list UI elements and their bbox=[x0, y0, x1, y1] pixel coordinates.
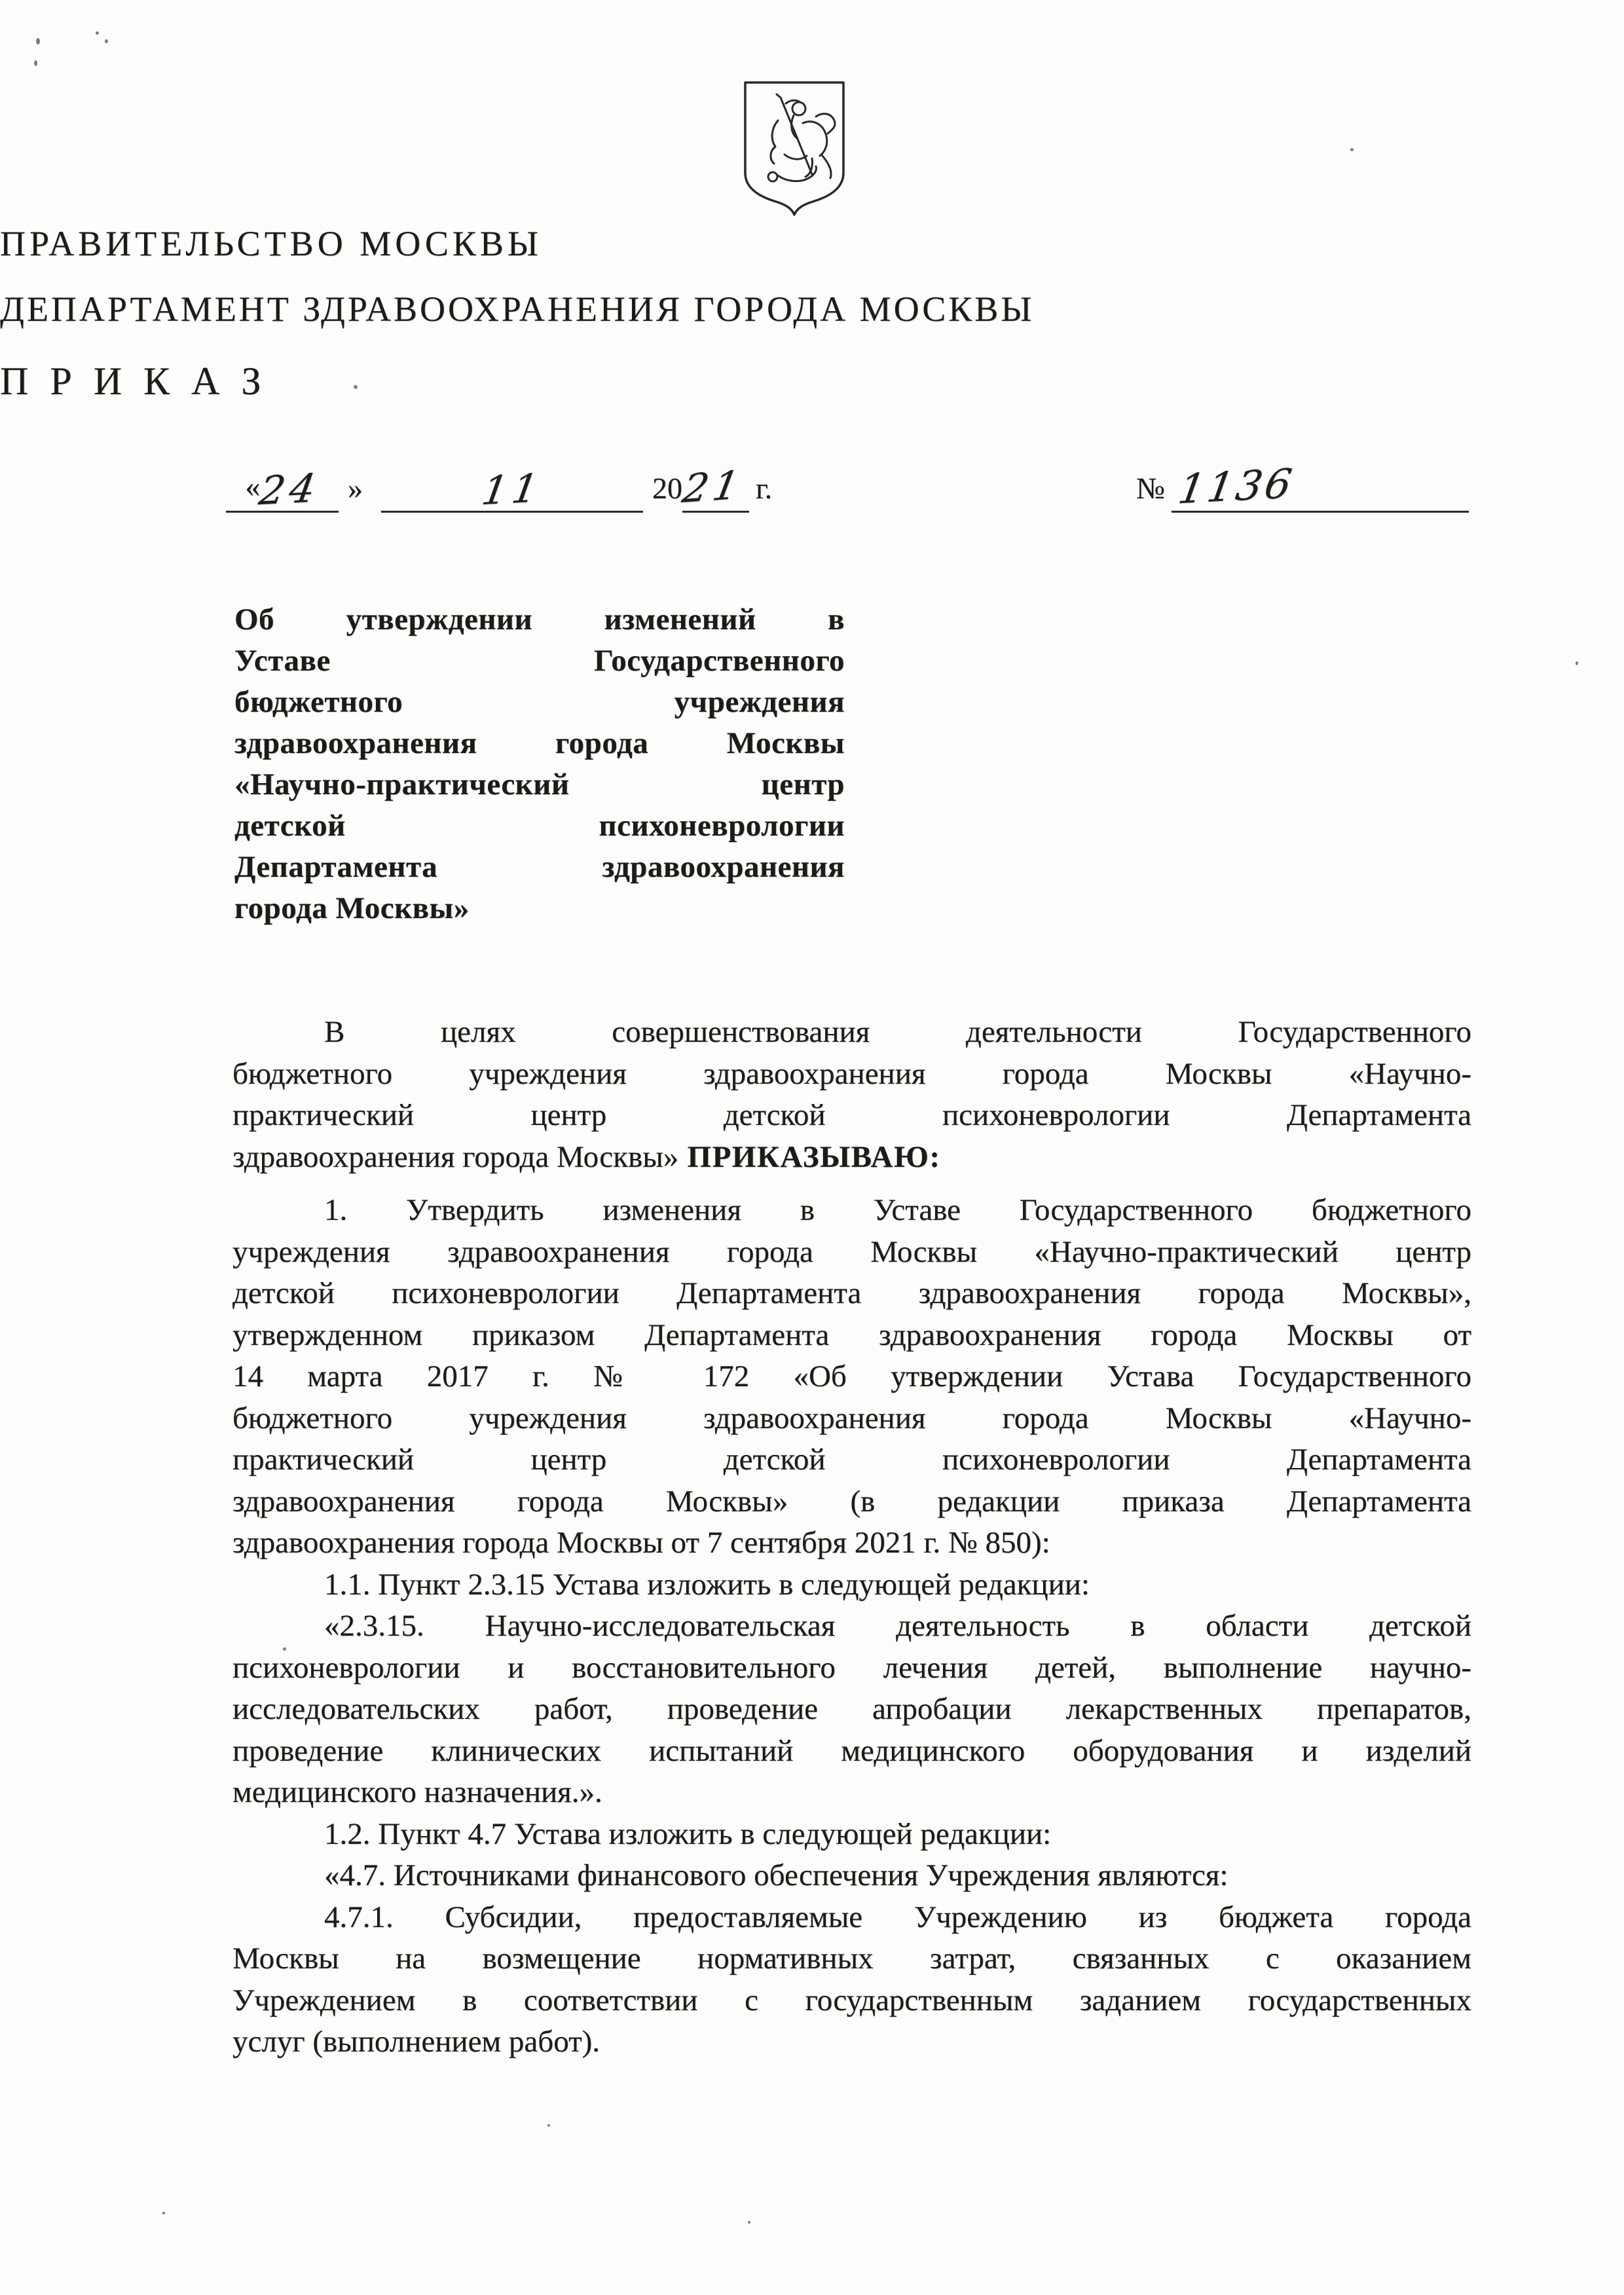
text-line: бюджетного учреждения здравоохранения города Москвы «Научно- bbox=[232, 1056, 1471, 1091]
date-field bbox=[226, 458, 772, 513]
order-number-handwritten: 1136 bbox=[1175, 459, 1298, 513]
subject-block bbox=[234, 599, 845, 929]
text-line: утвержденном приказом Департамента здравоохранения города Москвы от bbox=[232, 1317, 1471, 1352]
open-guillemet: « bbox=[245, 469, 261, 503]
paragraph bbox=[232, 1814, 1471, 1856]
order-number-field bbox=[1136, 458, 1469, 513]
scan-speck bbox=[1350, 148, 1354, 151]
resolution-keyword-bold: ПРИКАЗЫВАЮ: bbox=[678, 1139, 941, 1174]
scan-speck bbox=[547, 2124, 550, 2127]
text-line: исследовательских работ, проведение апробации лекарственных препаратов, bbox=[232, 1692, 1471, 1726]
text-line: В целях совершенствования деятельности Государственного bbox=[324, 1015, 1471, 1049]
text-line: 14 марта 2017 г. № 172 «Об утверждении Устава Государственного bbox=[232, 1359, 1471, 1393]
department-title: ДЕПАРТАМЕНТ ЗДРАВООХРАНЕНИЯ ГОРОДА МОСКВЫ bbox=[0, 289, 1035, 329]
paragraph bbox=[232, 1606, 1471, 1814]
paragraph bbox=[232, 1190, 1471, 1564]
scan-speck bbox=[1576, 661, 1578, 665]
text-line: 1. Утвердить изменения в Уставе Государственного бюджетного bbox=[324, 1193, 1471, 1227]
number-sign: № bbox=[1136, 471, 1165, 505]
scan-speck bbox=[105, 39, 108, 43]
text-line: Москвы на возмещение нормативных затрат, связанных с оказанием bbox=[232, 1941, 1471, 1975]
date-day-blank bbox=[226, 458, 339, 513]
text-line: Учреждением в соответствии с государственным заданием государственных bbox=[232, 1983, 1471, 2017]
subject-line: Об утверждении изменений в bbox=[234, 602, 845, 636]
paragraph bbox=[232, 1564, 1471, 1606]
scan-speck bbox=[162, 2212, 165, 2214]
text-line: «4.7. Источниками финансового обеспечения Учреждения являются: bbox=[324, 1858, 1228, 1892]
body-text bbox=[232, 1012, 1471, 2063]
paragraph bbox=[232, 1855, 1471, 1897]
text-line: здравоохранения города Москвы» ПРИКАЗЫВАЮ: bbox=[232, 1139, 941, 1174]
scan-speck bbox=[96, 31, 99, 35]
moscow-coat-of-arms-icon bbox=[739, 77, 850, 216]
date-year-blank bbox=[678, 458, 749, 513]
close-guillemet: » bbox=[348, 471, 363, 505]
subject-line: Уставе Государственного bbox=[234, 644, 845, 678]
text-line: учреждения здравоохранения города Москвы «Научно-практический центр bbox=[232, 1234, 1471, 1269]
order-number-blank bbox=[1172, 458, 1469, 513]
subject-line: здравоохранения города Москвы bbox=[234, 726, 845, 760]
document-type-title: П Р И К А З bbox=[0, 359, 267, 403]
paragraph bbox=[232, 1897, 1471, 2063]
text-line: детской психоневрологии Департамента здравоохранения города Москвы», bbox=[232, 1276, 1471, 1310]
year-prefix: 20 bbox=[652, 471, 682, 505]
paragraph bbox=[232, 1012, 1471, 1178]
subject-line: «Научно-практический центр bbox=[234, 767, 845, 801]
text-line: здравоохранения города Москвы от 7 сентября 2021 г. № 850): bbox=[232, 1526, 1050, 1560]
subject-line: города Москвы» bbox=[234, 891, 470, 925]
subject-line: бюджетного учреждения bbox=[234, 685, 845, 719]
text-line: 4.7.1. Субсидии, предоставляемые Учреждению из бюджета города bbox=[324, 1900, 1471, 1934]
text-line: медицинского назначения.». bbox=[232, 1775, 602, 1809]
date-and-number-row bbox=[0, 458, 1624, 530]
text-line: практический центр детской психоневрологии Департамента bbox=[232, 1442, 1471, 1477]
text-line: практический центр детской психоневрологии Департамента bbox=[232, 1098, 1471, 1132]
date-month-blank bbox=[381, 458, 643, 513]
text-line: услуг (выполнением работ). bbox=[232, 2025, 600, 2059]
date-year-handwritten: 21 bbox=[678, 462, 747, 513]
text-line: бюджетного учреждения здравоохранения города Москвы «Научно- bbox=[232, 1401, 1471, 1435]
subject-line: детской психоневрологии bbox=[234, 809, 845, 843]
scan-speck bbox=[34, 60, 37, 66]
scan-speck bbox=[748, 2221, 750, 2224]
subject-line: Департамента здравоохранения bbox=[234, 850, 845, 884]
text-line: проведение клинических испытаний медицинского оборудования и изделий bbox=[232, 1733, 1471, 1768]
text-line: здравоохранения города Москвы» (в редакции приказа Департамента bbox=[232, 1484, 1471, 1518]
year-unit: г. bbox=[756, 471, 773, 505]
date-month-handwritten: 11 bbox=[478, 465, 546, 515]
date-day-handwritten: 24 bbox=[256, 465, 323, 515]
text-line: 1.1. Пункт 2.3.15 Устава изложить в следующей редакции: bbox=[324, 1567, 1090, 1602]
text-line: 1.2. Пункт 4.7 Устава изложить в следующей редакции: bbox=[324, 1816, 1052, 1851]
government-title: ПРАВИТЕЛЬСТВО МОСКВЫ bbox=[0, 224, 543, 263]
scan-speck bbox=[36, 38, 40, 45]
text-line: «2.3.15. Научно-исследовательская деятельность в области детской bbox=[324, 1609, 1471, 1643]
text-line: психоневрологии и восстановительного лечения детей, выполнение научно- bbox=[232, 1650, 1471, 1685]
